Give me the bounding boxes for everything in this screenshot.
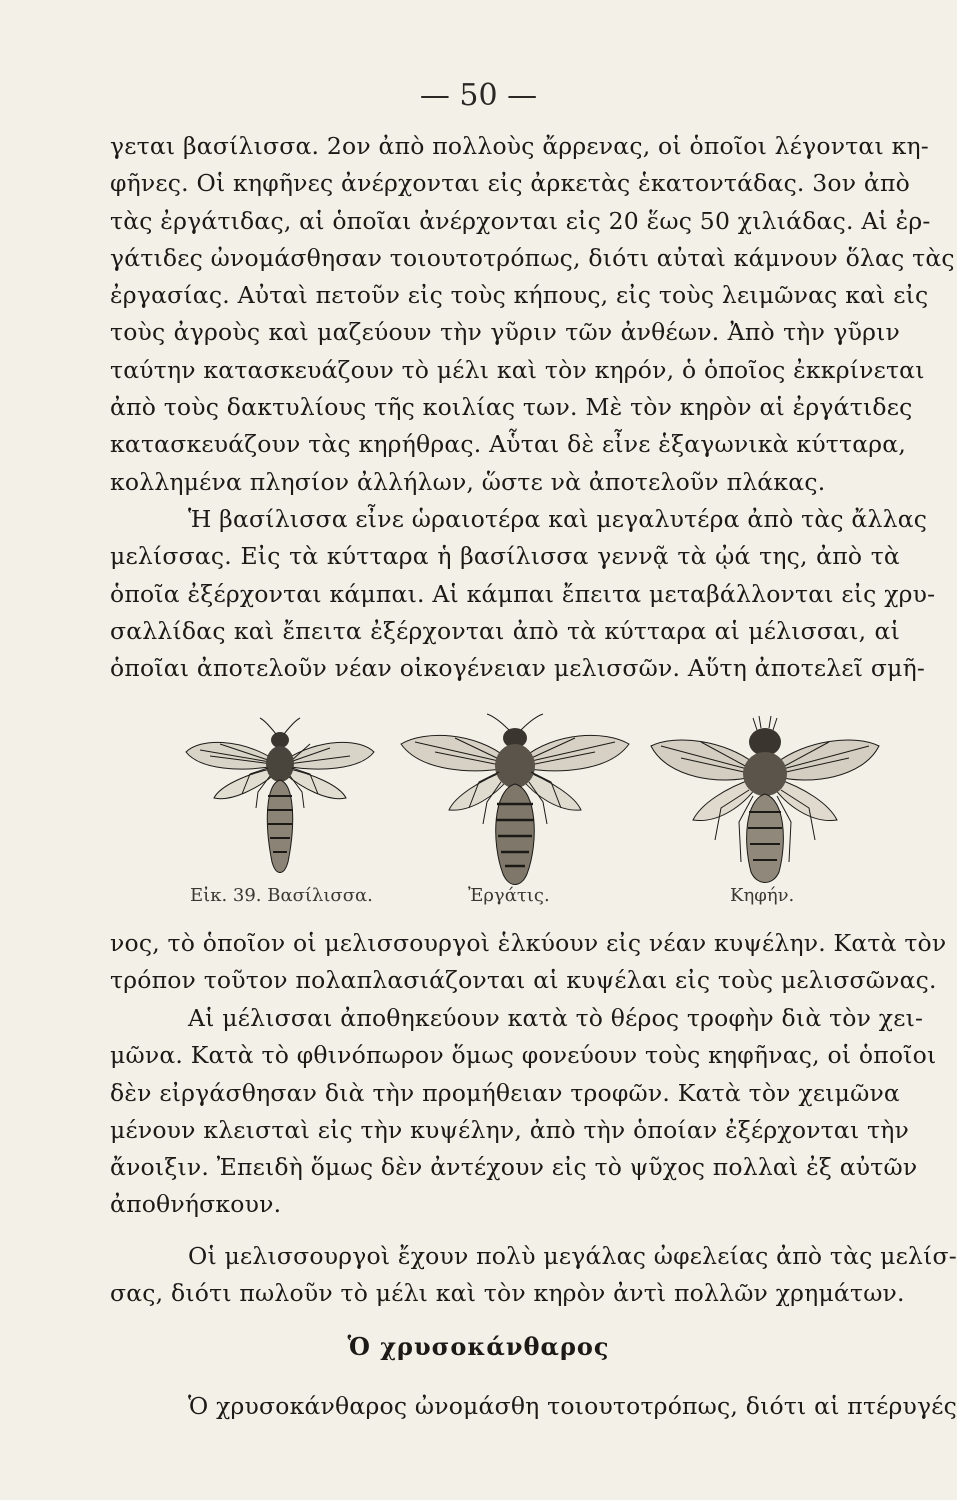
text-line: ἐργασίας. Αὐταὶ πετοῦν εἰς τοὺς κήπους, εἰς τοὺς λειμῶνας καὶ εἰς <box>110 281 929 310</box>
text-line: σας, διότι πωλοῦν τὸ μέλι καὶ τὸν κηρὸν ἀντὶ πολλῶν χρημάτων. <box>110 1279 905 1308</box>
text-line: Ὁ χρυσοκάνθαρος ὠνομάσθη τοιουτοτρόπως, διότι αἱ πτέρυγές <box>188 1392 957 1420</box>
text-line: Ἡ βασίλισσα εἶνε ὡραιοτέρα καὶ μεγαλυτέρα ἀπὸ τὰς ἄλλας <box>188 505 928 533</box>
text-line: τὰς ἐργάτιδας, αἱ ὁποῖαι ἀνέρχονται εἰς 20 ἕως 50 χιλιάδας. Αἱ ἐρ- <box>110 206 931 235</box>
text-line: ὁποῖαι ἀποτελοῦν νέαν οἰκογένειαν μελισσῶν. Αὕτη ἀποτελεῖ σμῆ- <box>110 654 925 683</box>
page-number: — 50 — <box>419 78 538 113</box>
text-line: Οἱ μελισσουργοὶ ἔχουν πολὺ μεγάλας ὠφελείας ἀπὸ τὰς μελίσ- <box>188 1242 957 1270</box>
text-line: ἀπὸ τοὺς δακτυλίους τῆς κοιλίας των. Μὲ τὸν κηρὸν αἱ ἐργάτιδες <box>110 393 913 422</box>
text-line: κατασκευάζουν τὰς κηρήθρας. Αὗται δὲ εἶνε ἑξαγωνικὰ κύτταρα, <box>110 430 907 459</box>
paragraph-queen <box>110 501 936 687</box>
text-line: δὲν εἰργάσθησαν διὰ τὴν προμήθειαν τροφῶν. Κατὰ τὸν χειμῶνα <box>110 1078 900 1107</box>
text-line: τρόπον τοῦτον πολαπλασιάζονται αἱ κυψέλαι εἰς τοὺς μελισσῶνας. <box>110 966 937 995</box>
text-line: ἄνοιξιν. Ἐπειδὴ ὅμως δὲν ἀντέχουν εἰς τὸ ψῦχος πολλαὶ ἐξ αὐτῶν <box>110 1153 918 1182</box>
text-line: μελίσσας. Εἰς τὰ κύτταρα ἡ βασίλισσα γεννᾷ τὰ ᾠά της, ἀπὸ τὰ <box>110 542 900 571</box>
text-line: Αἱ μέλισσαι ἀποθηκεύουν κατὰ τὸ θέρος τροφὴν διὰ τὸν χει- <box>188 1004 924 1032</box>
paragraph-chrysocanthar <box>110 1388 957 1425</box>
paragraph-beekeepers <box>110 1238 957 1313</box>
paragraph-winter <box>110 1000 937 1224</box>
text-line: τοὺς ἀγροὺς καὶ μαζεύουν τὴν γῦριν τῶν ἀνθέων. Ἀπὸ τὴν γῦριν <box>110 318 900 347</box>
text-line: φῆνες. Οἱ κηφῆνες ἀνέρχονται εἰς ἀρκετὰς ἑκατοντάδας. 3ον ἀπὸ <box>110 169 910 198</box>
text-line: μῶνα. Κατὰ τὸ φθινόπωρον ὅμως φονεύουν τοὺς κηφῆνας, οἱ ὁποῖοι <box>110 1041 937 1070</box>
text-line: νος, τὸ ὁποῖον οἱ μελισσουργοὶ ἑλκύουν εἰς νέαν κυψέλην. Κατὰ τὸν <box>110 929 947 957</box>
text-line: μένουν κλεισταὶ εἰς τὴν κυψέλην, ἀπὸ τὴν ὁποίαν ἐξέρχονται τὴν <box>110 1115 910 1144</box>
drone-bee-illustration <box>645 712 885 902</box>
text-line: σαλλίδας καὶ ἔπειτα ἐξέρχονται ἀπὸ τὰ κύτταρα αἱ μέλισσαι, αἱ <box>110 616 900 645</box>
section-heading: Ὁ χρυσοκάνθαρος <box>347 1332 610 1361</box>
text-line: ἀποθνήσκουν. <box>110 1190 282 1219</box>
worker-bee-illustration <box>395 712 635 897</box>
caption-worker: Ἐργάτις. <box>468 885 550 906</box>
paragraph-bees-castes <box>110 128 955 501</box>
text-line: ταύτην κατασκευάζουν τὸ μέλι καὶ τὸν κηρόν, ὁ ὁποῖος ἐκκρίνεται <box>110 355 925 384</box>
caption-drone: Κηφήν. <box>730 885 795 906</box>
text-line: γεται βασίλισσα. 2ον ἀπὸ πολλοὺς ἄρρενας, οἱ ὁποῖοι λέγονται κη- <box>110 132 929 160</box>
text-line: ὁποῖα ἐξέρχονται κάμπαι. Αἱ κάμπαι ἔπειτα μεταβάλλονται εἰς χρυ- <box>110 579 936 608</box>
paragraph-swarm <box>110 925 947 1000</box>
text-line: γάτιδες ὠνομάσθησαν τοιουτοτρόπως, διότι αὐταὶ κάμνουν ὅλας τὰς <box>110 243 955 272</box>
text-line: κολλημένα πλησίον ἀλλήλων, ὥστε νὰ ἀποτελοῦν πλάκας. <box>110 467 826 496</box>
caption-queen: Εἰκ. 39. Βασίλισσα. <box>190 885 373 906</box>
queen-bee-illustration <box>180 712 380 882</box>
